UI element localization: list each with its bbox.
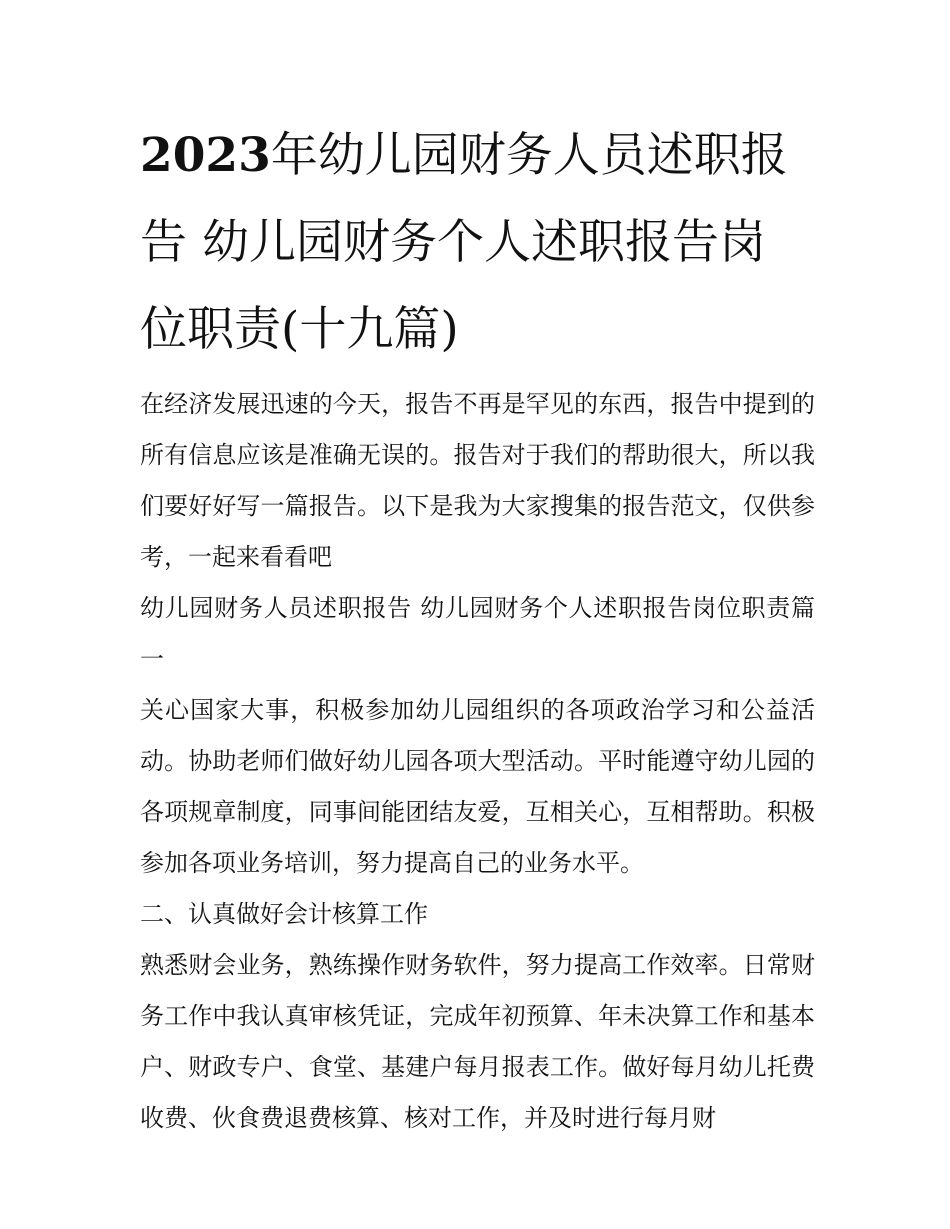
paragraph-political-study: 关心国家大事，积极参加幼儿园组织的各项政治学习和公益活动。协助老师们做好幼儿园各项大型活动。平时能遵守幼儿园的各项规章制度，同事间能团结友爱，互相关心，互相帮助。积极参加各项业务培训，努力提高自己的业务水平。 xyxy=(140,696,815,877)
section-heading-one: 幼儿园财务人员述职报告 幼儿园财务个人述职报告岗位职责篇一 xyxy=(140,594,815,673)
paragraph-intro: 在经济发展迅速的今天，报告不再是罕见的东西，报告中提到的所有信息应该是准确无误的。报告对于我们的帮助很大，所以我们要好好写一篇报告。以下是我为大家搜集的报告范文，仅供参考，一起来看看吧 xyxy=(140,390,815,571)
section-heading-two: 二、认真做好会计核算工作 xyxy=(140,900,428,928)
document-page xyxy=(140,112,815,1144)
document-title xyxy=(140,112,810,373)
title-year: 2023 xyxy=(140,128,271,183)
title-text: 年幼儿园财务人员述职报告 幼儿园财务个人述职报告岗位职责(十九篇) xyxy=(140,128,788,357)
paragraph-accounting: 熟悉财会业务，熟练操作财务软件，努力提高工作效率。日常财务工作中我认真审核凭证，完成年初预算、年未决算工作和基本户、财政专户、食堂、基建户每月报表工作。做好每月幼儿托费收费、伙食费退费核算、核对工作，并及时进行每月财 xyxy=(140,951,815,1132)
